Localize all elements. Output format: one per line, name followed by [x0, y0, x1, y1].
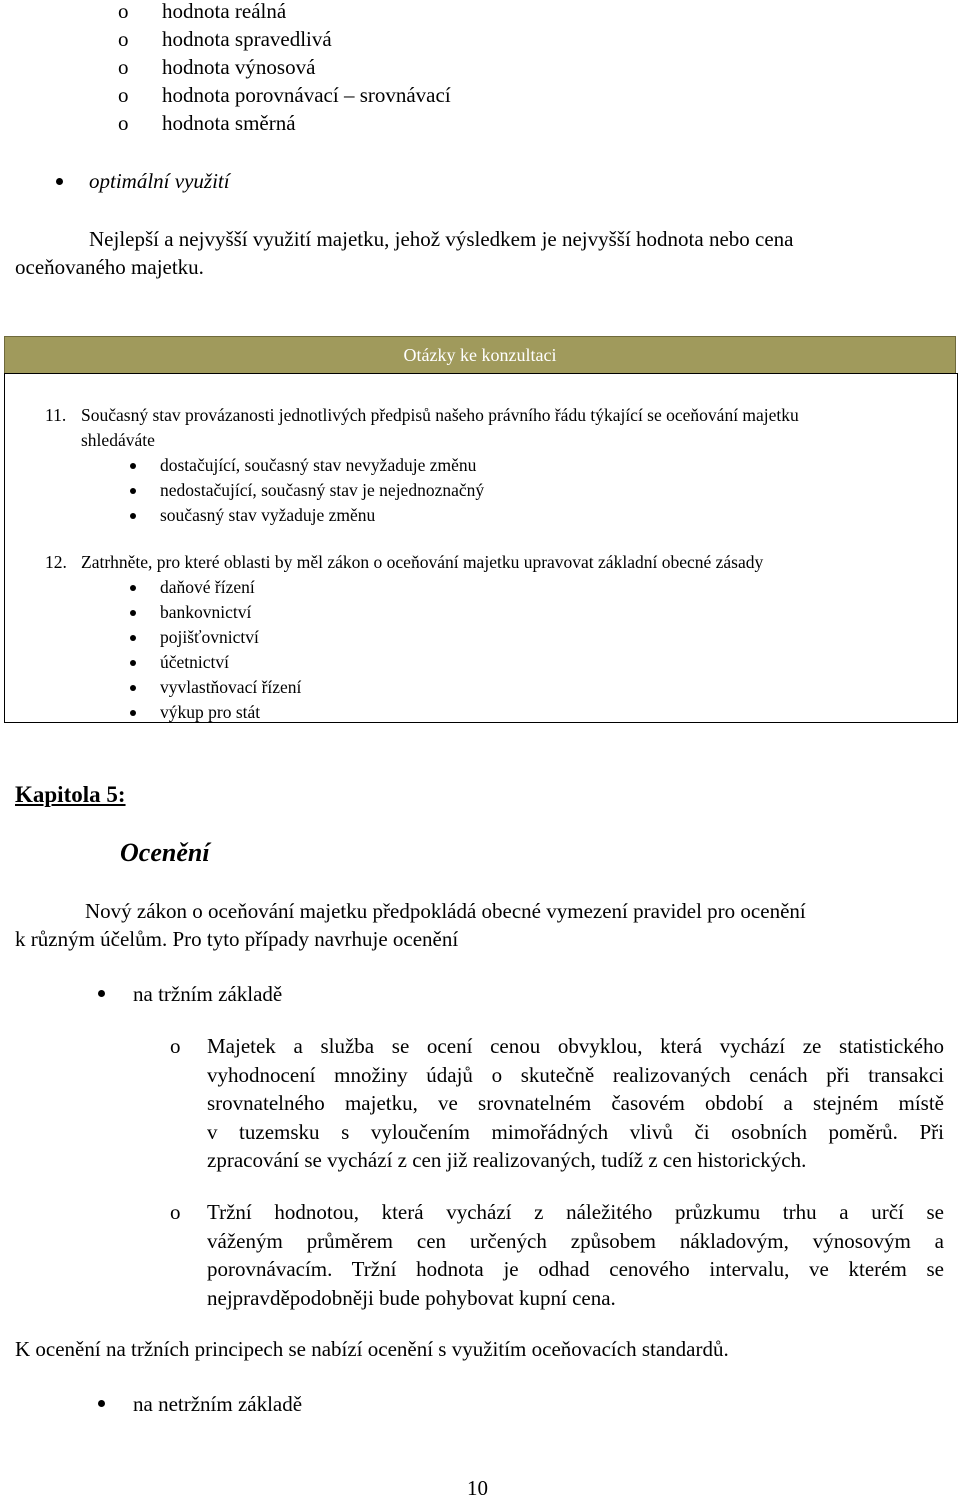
q11-option[interactable]: dostačující, současný stav nevyžaduje změnu: [160, 455, 477, 475]
bullet-icon: [130, 660, 136, 666]
bullet-icon: [130, 488, 136, 494]
market-item-2-line: Tržní hodnotou, která vychází z náležitého průzkumu trhu a určí se: [207, 1200, 944, 1224]
question-12-text: Zatrhněte, pro které oblasti by měl zákon o oceňování majetku upravovat základní obecné zásady: [81, 552, 764, 572]
bullet-icon: [130, 585, 136, 591]
chapter-label: Kapitola 5:: [15, 782, 126, 807]
market-item-1: [207, 1032, 944, 1175]
page-number: 10: [467, 1476, 488, 1500]
question-11-text: Současný stav provázanosti jednotlivých předpisů našeho právního řádu týkající se oceňování majetku: [81, 405, 799, 425]
market-item-2-line: nejpravděpodobněji bude pohybovat kupní cena.: [207, 1285, 616, 1310]
list-item: hodnota reálná: [162, 0, 287, 23]
list-marker: o: [118, 111, 129, 135]
market-item-1-line: zpracování se vychází z cen již realizovaných, tudíž z cen historických.: [207, 1148, 807, 1172]
list-marker: o: [118, 83, 129, 107]
chapter-title: Ocenění: [120, 838, 210, 867]
bullet-icon: [130, 513, 136, 519]
market-item-2-line: váženým průměrem cen určených způsobem nákladovým, výnosovým a: [207, 1228, 944, 1253]
list-marker: o: [170, 1200, 181, 1224]
intro-line1: Nový zákon o oceňování majetku předpokládá obecné vymezení pravidel pro ocenění: [85, 899, 806, 923]
market-item-2: [207, 1198, 944, 1312]
market-item-1-line: vyhodnocení množiny údajů o skutečně realizovaných cenách při transakci: [207, 1062, 944, 1087]
non-market-heading: na netržním základě: [133, 1392, 303, 1416]
list-marker: o: [118, 55, 129, 79]
optimal-heading: optimální využití: [89, 169, 230, 193]
list-item: hodnota porovnávací – srovnávací: [162, 83, 451, 107]
bullet-icon: [130, 685, 136, 691]
list-item: hodnota směrná: [162, 111, 296, 135]
question-11-number: 11.: [45, 405, 67, 425]
optimal-text-line1: Nejlepší a nejvyšší využití majetku, jehož výsledkem je nejvyšší hodnota nebo cena: [89, 227, 794, 251]
list-item: hodnota výnosová: [162, 55, 316, 79]
bullet-icon: [130, 635, 136, 641]
optimal-text-line2: oceňovaného majetku.: [15, 255, 204, 279]
list-marker: o: [118, 27, 129, 51]
bullet-icon: [130, 610, 136, 616]
list-item: hodnota spravedlivá: [162, 27, 332, 51]
bullet-icon: [130, 710, 136, 716]
q12-option[interactable]: bankovnictví: [160, 602, 252, 622]
q12-option[interactable]: účetnictví: [160, 652, 230, 672]
question-11-text-cont: shledáváte: [81, 430, 155, 450]
bullet-icon: [56, 178, 63, 185]
intro-line2: k různým účelům. Pro tyto případy navrhuje ocenění: [15, 927, 459, 951]
market-item-1-line: srovnatelného majetku, ve srovnatelném časovém období a stejném místě: [207, 1091, 944, 1115]
list-marker: o: [170, 1034, 181, 1058]
q12-option[interactable]: výkup pro stát: [160, 702, 261, 722]
bullet-icon: [98, 1400, 105, 1407]
standards-line: K ocenění na tržních principech se nabízí ocenění s využitím oceňovacích standardů.: [15, 1337, 729, 1361]
q11-option[interactable]: současný stav vyžaduje změnu: [160, 505, 376, 525]
market-item-2-line: porovnávacím. Tržní hodnota je odhad cenového intervalu, ve kterém se: [207, 1257, 944, 1281]
bullet-icon: [98, 990, 105, 997]
q12-option[interactable]: pojišťovnictví: [160, 627, 259, 647]
question-12-number: 12.: [45, 552, 67, 572]
q12-option[interactable]: daňové řízení: [160, 577, 255, 597]
market-item-1-line: Majetek a služba se ocení cenou obvyklou, která vychází ze statistického: [207, 1034, 944, 1058]
bullet-icon: [130, 463, 136, 469]
q12-option[interactable]: vyvlastňovací řízení: [160, 677, 302, 697]
list-marker: o: [118, 0, 129, 23]
q11-option[interactable]: nedostačující, současný stav je nejednoznačný: [160, 480, 485, 500]
consult-header: Otázky ke konzultaci: [4, 336, 956, 374]
market-heading: na tržním základě: [133, 982, 283, 1006]
market-item-1-line: v tuzemsku s vyloučením mimořádných vlivů či osobních poměrů. Při: [207, 1119, 944, 1144]
